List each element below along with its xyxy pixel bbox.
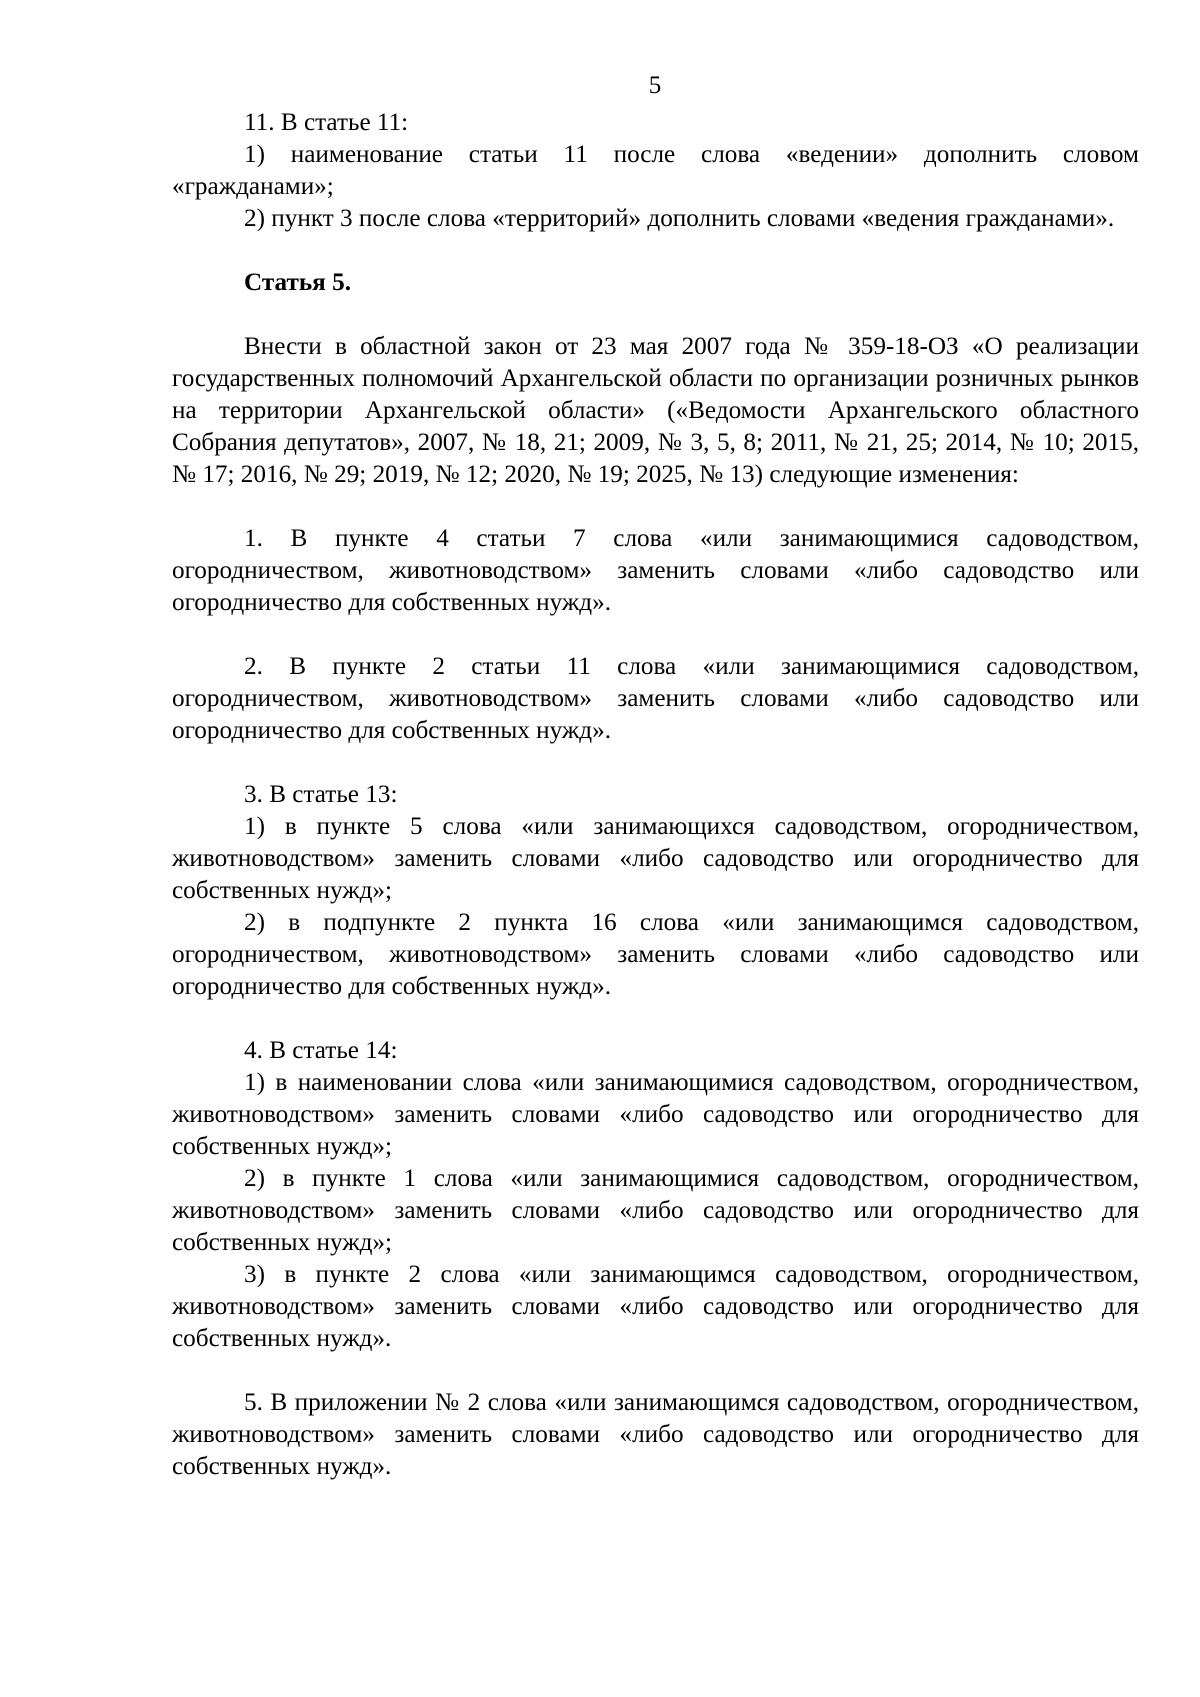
article-5-item-4-subitem-2: 2) в пункте 1 слова «или занимающимися садоводством, огородничеством, животноводством» заменить словами «либо садоводство или огородничество для собственных нужд»; — [172, 1165, 1139, 1256]
article-5-intro: Внести в областной закон от 23 мая 2007 года № 359-18-ОЗ «О реализации государственных полномочий Архангельской области по организации розничных рынков на территории Архангельской области» («Ведомости Архангельского областного Собрания депутатов», 2007, № 18, 21; 2009, № 3, 5, 8; 2011, № 21, 25; 2014, № 10; 2015, № 17; 2016, № 29; 2019, № 12; 2020, № 19; 2025, № 13) следующие изменения: — [172, 333, 1139, 488]
article-5-item-4-subitem-3: 3) в пункте 2 слова «или занимающимся садоводством, огородничеством, животноводством» заменить словами «либо садоводство или огородничество для собственных нужд». — [172, 1261, 1139, 1352]
article-5-item-4-heading: 4. В статье 14: — [244, 1037, 398, 1064]
article-5-heading: Статья 5. — [244, 269, 351, 296]
article-5-item-3-subitem-1: 1) в пункте 5 слова «или занимающихся садоводством, огородничеством, животноводством» заменить словами «либо садоводство или огородничество для собственных нужд»; — [172, 813, 1139, 904]
document-body — [172, 107, 1139, 1483]
item-11-heading: 11. В статье 11: — [244, 109, 409, 136]
item-11-subitem-2: 2) пункт 3 после слова «территорий» дополнить словами «ведения гражданами». — [244, 205, 1115, 232]
article-5-item-5: 5. В приложении № 2 слова «или занимающимся садоводством, огородничеством, животноводством» заменить словами «либо садоводство или огородничество для собственных нужд». — [172, 1389, 1139, 1480]
article-5-item-3-subitem-2: 2) в подпункте 2 пункта 16 слова «или занимающимся садоводством, огородничеством, животноводством» заменить словами «либо садоводство или огородничество для собственных нужд». — [172, 909, 1139, 1000]
article-5-item-4-subitem-1: 1) в наименовании слова «или занимающимися садоводством, огородничеством, животноводством» заменить словами «либо садоводство или огородничество для собственных нужд»; — [172, 1069, 1139, 1160]
page-number: 5 — [648, 72, 662, 99]
article-5-item-2: 2. В пункте 2 статьи 11 слова «или занимающимися садоводством, огородничеством, животноводством» заменить словами «либо садоводство или огородничество для собственных нужд». — [172, 653, 1139, 744]
item-11-subitem-1: 1) наименование статьи 11 после слова «ведении» дополнить словом «гражданами»; — [172, 141, 1139, 200]
article-5-item-1: 1. В пункте 4 статьи 7 слова «или занимающимися садоводством, огородничеством, животноводством» заменить словами «либо садоводство или огородничество для собственных нужд». — [172, 525, 1139, 616]
article-5-item-3-heading: 3. В статье 13: — [244, 781, 398, 808]
